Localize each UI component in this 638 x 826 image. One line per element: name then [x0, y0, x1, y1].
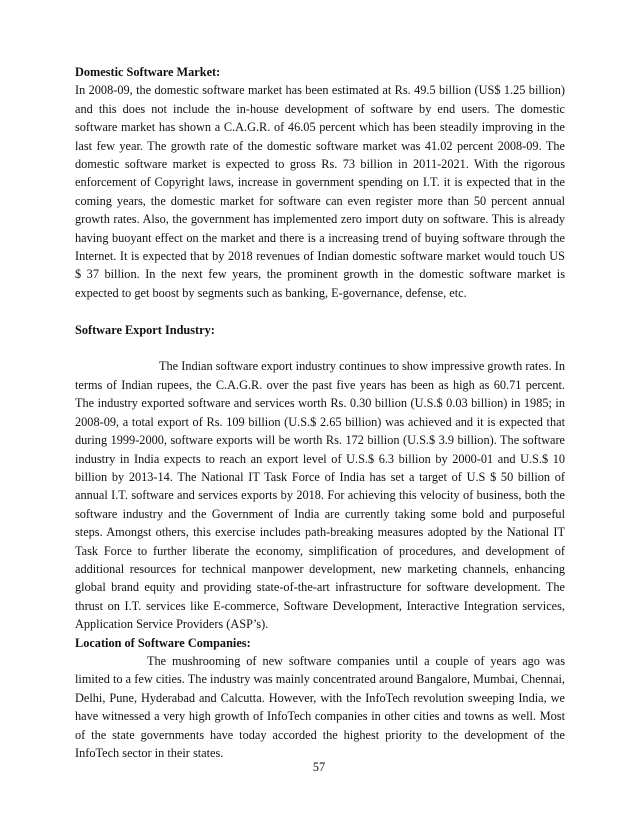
heading-location-of-software-companies: Location of Software Companies: — [75, 635, 251, 650]
paragraph-location-of-software-companies: The mushrooming of new software companies until a couple of years ago was limited to a few cities. The industry was mainly concentrated around Bangalore, Mumbai, Chennai, Delhi, Pune, Hyderabad and Calcutta. However, with the InfoTech revolution sweeping India, we have witnessed a very high growth of InfoTech companies in other cities and towns as well. Most of the state governments have today accorded the highest priority to the development of the InfoTech sector in their states. — [75, 653, 565, 760]
paragraph-spacer — [75, 302, 565, 320]
heading-domestic-software-market: Domestic Software Market: — [75, 65, 221, 79]
page-number: 57 — [312, 760, 326, 774]
document-page — [75, 63, 565, 762]
heading-software-export-industry: Software Export Industry: — [75, 322, 215, 337]
paragraph-software-export-industry: The Indian software export industry continues to show impressive growth rates. In terms of Indian rupees, the C.A.G.R. over the past five years has been as high as 60.71 percent. The industry exported software and services worth Rs. 0.30 billion (U.S.$ 0.03 billion) in 1985; in 2008-09, a total export of Rs. 109 billion (U.S.$ 2.65 billion) was achieved and it is expected that during 1999-2000, software exports will be worth Rs. 172 billion (U.S.$ 3.9 billion). The software industry in India expects to reach an export level of U.S.$ 6.3 billion by 2000-01 and U.S.$ 10 billion by 2013-14. The National IT Task Force of India has set a target of U.S $ 50 billion of annual I.T. software and services exports by 2018. For achieving this velocity of business, both the software industry and the Government of India are currently taking some bold and purposeful steps. Amongst others, this exercise includes path-breaking measures adopted by the National IT Task Force to further liberate the economy, simplification of procedures, and development of additional resources for technical manpower development, new marketing channels, enhancing global brand equity and providing state-of-the-art infrastructure for software development. The thrust on I.T. services like E-commerce, Software Development, Interactive Integration services, Application Service Providers (ASP’s). — [75, 359, 565, 632]
paragraph-domestic-software-market: In 2008-09, the domestic software market has been estimated at Rs. 49.5 billion (US$ 1.25 billion) and this does not include the in-house development of software by end users. The domestic software market has shown a C.A.G.R. of 46.05 percent which has been steadily improving in the last few year. The growth rate of the domestic software market was 41.02 percent 2008-09. The domestic software market is expected to gross Rs. 73 billion in 2011-2021. With the rigorous enforcement of Copyright laws, increase in government spending on I.T. it is expected that in the coming years, the domestic market for software can even register more than 50 percent annual growth rates. Also, the government has implemented zero import duty on software. This is already having buoyant effect on the market and there is a increasing trend of buying software through the Internet. It is expected that by 2018 revenues of Indian domestic software market would touch US $ 37 billion. In the next few years, the prominent growth in the domestic software market is expected to get boost by segments such as banking, E-governance, defense, etc. — [75, 83, 565, 300]
paragraph-spacer — [75, 339, 565, 357]
